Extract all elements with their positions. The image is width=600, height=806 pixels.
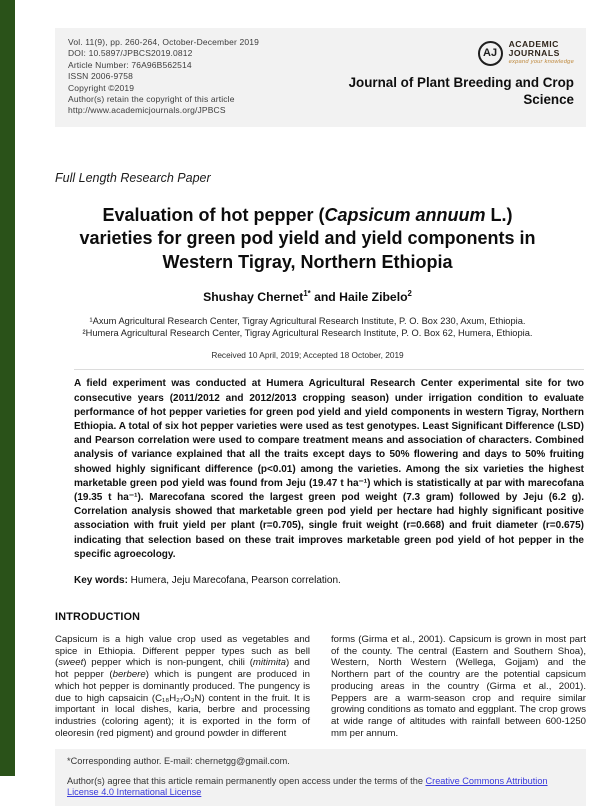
creative-commons-license-link[interactable]: Creative Commons Attribution License 4.0 International License xyxy=(67,775,548,797)
introduction-heading: INTRODUCTION xyxy=(55,611,141,624)
author-2: and Haile Zibelo xyxy=(310,290,408,305)
intro-italic-berbere: berbere xyxy=(112,669,146,681)
copyright-notice-line: Author(s) retain the copyright of this article xyxy=(68,94,235,105)
introduction-columns xyxy=(55,634,586,739)
title-line2: varieties for green pod yield and yield components in xyxy=(79,228,536,249)
received-accepted-dates: Received 10 April, 2019; Accepted 18 October, 2019 xyxy=(211,350,404,361)
license-line xyxy=(67,776,574,798)
license-text: Author(s) agree that this article remain permanently open access under the terms of the xyxy=(67,775,426,786)
volume-line: Vol. 11(9), pp. 260-264, October-December 2019 xyxy=(68,37,260,47)
author-1-superscript: 1* xyxy=(303,289,311,299)
title-line1-post: L.) xyxy=(485,204,513,225)
keywords-text: Humera, Jeju Marecofana, Pearson correlation. xyxy=(127,575,341,587)
issn-line: ISSN 2006-9758 xyxy=(68,71,133,82)
journal-name xyxy=(349,75,574,108)
article-number-line: Article Number: 76A96B562514 xyxy=(68,59,192,70)
introduction-left-column xyxy=(55,634,310,739)
article-type-label: Full Length Research Paper xyxy=(55,170,211,185)
logo-tagline: expand your knowledge xyxy=(508,58,574,65)
abstract-top-rule xyxy=(74,369,584,370)
wordmark-line1: ACADEMIC xyxy=(508,39,559,49)
journal-branding xyxy=(349,37,574,117)
copyright-line: Copyright ©2019 xyxy=(68,82,135,93)
introduction-right-column: forms (Girma et al., 2001). Capsicum is grown in most part of the county. The central (Eastern and Southern Shoa), Western, North Western (Wellega, Gojjam) and the Northern part of the country are the potential capsicum producing areas in the country (Girma et al., 2001). Peppers are a warm-season crop and require similar growing conditions as tomato and eggplant. The crop grows at wide range of altitudes with rainfall between 600-1250 mm per annum. xyxy=(331,634,586,739)
article-metadata xyxy=(68,37,259,117)
title-line3: Western Tigray, Northern Ethiopia xyxy=(162,251,453,272)
article-page xyxy=(15,0,600,797)
journal-header-panel xyxy=(55,28,586,127)
affiliations xyxy=(15,315,600,339)
intro-left-text-2: ) pepper which is non-pungent, chili ( xyxy=(83,657,253,669)
journal-url: http://www.academicjournals.org/JPBCS xyxy=(68,105,226,116)
article-title xyxy=(35,204,580,275)
journal-name-line2: Science xyxy=(523,91,574,107)
wordmark-line2: JOURNALS xyxy=(508,47,560,58)
aj-monogram-icon: AJ xyxy=(478,41,503,66)
page-left-accent-bar xyxy=(0,0,15,776)
doi-line: DOI: 10.5897/JPBCS2019.0812 xyxy=(68,48,193,59)
title-line1 xyxy=(35,204,580,228)
affiliation-1: ¹Axum Agricultural Research Center, Tigray Agricultural Research Institute, P. O. Box 230, Axum, Ethiopia. xyxy=(89,316,526,327)
academic-journals-logo xyxy=(349,40,574,66)
intro-left-text-1: Capsicum is a high value crop used as vegetables and spice in Ethiopia. Different pepper types such as bell ( xyxy=(55,634,310,669)
title-line1-pre: Evaluation of hot pepper ( xyxy=(102,204,325,225)
academic-journals-wordmark xyxy=(509,40,574,66)
corresponding-author-line: *Corresponding author. E-mail: chernetgg@gmail.com. xyxy=(67,756,290,767)
intro-left-text-4: ) which is pungent are produced in which hot pepper is dominantly produced. The pungency is due to high capsaicin (C₁₈H₂₇O₃N) content in the fruit. It is important in local dishes, karia, berbre and processing industries (coloring agent); it is exported in the form of oleoresin (red pigment) and ground powder in different xyxy=(55,669,310,739)
journal-name-line1: Journal of Plant Breeding and Crop xyxy=(348,75,574,91)
author-2-superscript: 2 xyxy=(407,289,412,299)
keywords-line xyxy=(74,575,584,586)
intro-italic-mitimita: mitimita xyxy=(252,657,286,669)
title-species-italic: Capsicum annuum xyxy=(324,204,486,225)
abstract-text: A field experiment was conducted at Humera Agricultural Research Center experimental site for two consecutive years (2011/2012 and 2012/2013 cropping season) under irrigation condition to evaluate performance of hot pepper varieties for green pod yield and yield components in western Tigray, Northern Ethiopia. A total of six hot pepper varieties were used as test genotypes. Least Significant Difference (LSD) and Pearson correlation were used to compare treatment means and association of characters. Combined analysis of variance explained that all the traits except days to 50% flowering and days to 50% fruiting showed highly significant difference (p<0.01) among the varieties. Among the six varieties the highest marketable green pod yield was found from Jeju (19.47 t ha⁻¹) which is statistically at par with marecofana (19.35 t ha⁻¹). Marecofana scored the largest green pod weight (7.3 gram) followed by Jeju (6.2 g). Correlation analysis showed that marketable green pod yield per hectare had highly significant positive association with fruit yield per plant (r=0.705), single fruit weight (r=0.668) and fruit diameter (r=0.675) indicating that selection based on these trait improves marketable green pod yield of hot pepper in the specific agroecology. xyxy=(74,378,584,560)
intro-italic-sweet: sweet xyxy=(58,657,84,669)
affiliation-2: ²Humera Agricultural Research Center, Tigray Agricultural Research Institute, P. O. Box 62, Humera, Ethiopia. xyxy=(82,328,533,339)
author-1: Shushay Chernet xyxy=(203,290,304,305)
keywords-label: Key words: xyxy=(74,575,128,587)
footnote-panel xyxy=(55,749,586,806)
author-line xyxy=(15,289,600,304)
intro-left-text-3: ) and hot pepper ( xyxy=(55,657,310,681)
